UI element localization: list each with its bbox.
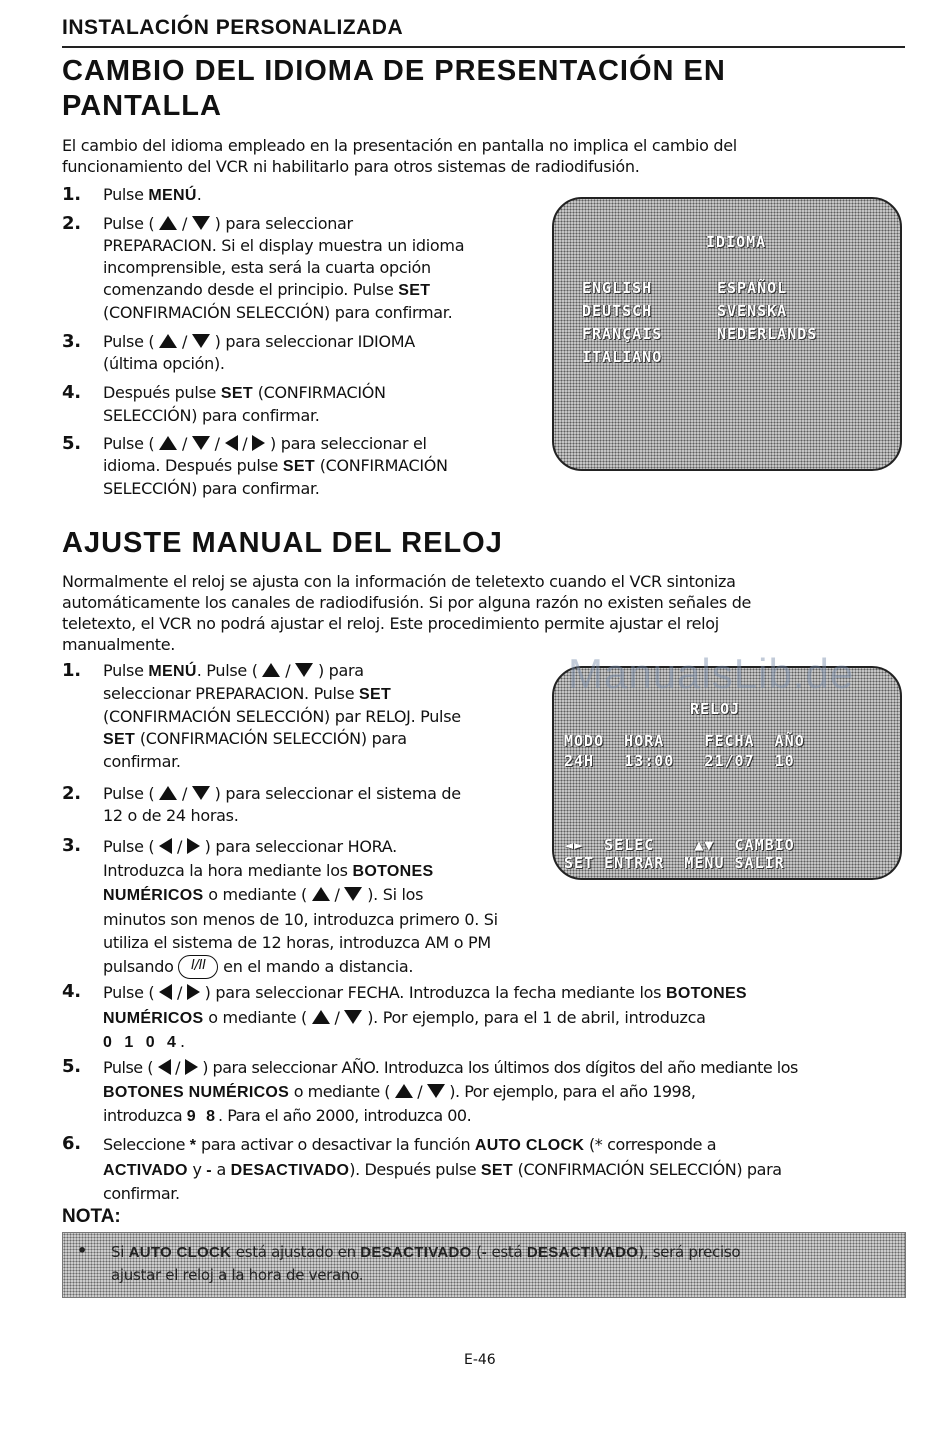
numeric-buttons-label: NUMÉRICOS [103,887,204,904]
nota-label: NOTA: [62,1206,121,1227]
nota-text-part: está [486,1243,527,1261]
s1-step-5: 5. Pulse ( / / / ) para seleccionar el idioma. Después pulse SET (CONFIRMACIÓN SELECCIÓN) para confirmar. [62,433,448,498]
nota-text-part: ( [471,1243,482,1261]
step-text: Pulse ( [103,837,155,856]
down-arrow-icon [295,661,313,680]
step-text: ) para seleccionar FECHA. Introduzca la fecha mediante los [204,983,666,1002]
auto-clock-label: AUTO CLOCK [128,1244,232,1261]
step-number: 3. [62,331,81,352]
s2-step-2: 2. Pulse ( / ) para seleccionar el sistema de 12 o de 24 horas. [62,783,461,825]
screen-title: RELOJ [690,700,741,718]
step-text: o mediante ( [289,1081,391,1101]
s1-step-1 [62,184,542,206]
down-arrow-icon [344,885,362,904]
idioma-screen [552,197,902,471]
language-option: ENGLISH [582,279,653,297]
step-text: (última opción). [103,354,225,373]
step-text: . [179,1032,185,1051]
s2-step-4: 4. Pulse ( / ) para seleccionar FECHA. Introduzca la fecha mediante los BOTONES NUMÉRICOS o mediante ( / ). Por ejemplo, para el 1 de abril, introduzca 0 1 0 4. [62,981,747,1051]
step-text: y [187,1159,207,1179]
step-text: (* corresponde a [584,1135,717,1154]
section2-title: AJUSTE MANUAL DEL RELOJ [62,527,503,559]
s2-step-6 [62,1133,922,1203]
step-text: Pulse ( [103,983,155,1002]
set-key-label: SET [480,1161,513,1179]
numeric-buttons-label: BOTONES [352,862,434,880]
language-option: SVENSKA [717,302,788,320]
set-key-label: SET [103,731,136,748]
step-number: 4. [62,981,81,1002]
step-text: o mediante ( [203,885,307,904]
language-option: FRANÇAIS [582,325,663,343]
reloj-screen [552,666,902,880]
step-number: 2. [62,783,81,804]
left-arrow-icon [159,837,172,856]
step-text: confirmar. [103,752,181,771]
screen-footer-line1: ◄► SELEC ▲▼ CAMBIO [564,836,795,854]
step-text: a [211,1159,231,1179]
down-arrow-icon [192,214,210,233]
right-arrow-icon [252,434,265,453]
step-text: en el mando a distancia. [218,956,414,976]
step-text: minutos son menos de 10, introduzca primero 0. Si [103,909,498,929]
right-arrow-icon [185,1058,198,1077]
language-option: NEDERLANDS [717,325,818,343]
step-text: ) para seleccionar HORA. [204,837,397,856]
numeric-buttons-label: BOTONES NUMÉRICOS [103,1083,290,1101]
step-text: ). Después pulse [349,1159,481,1179]
step-text: Pulse ( [103,1058,153,1077]
step-text: ) para seleccionar IDIOMA [214,332,415,351]
step-text: pulsando [103,956,179,976]
s2-step-5: 5. Pulse ( / ) para seleccionar AÑO. Introduzca los últimos dos dígitos del año mediante los BOTONES NUMÉRICOS o mediante ( / ). Por ejemplo, para el año 1998, introduzca 9 8. Para el año 2000, introduzca 00. [62,1056,798,1125]
step-text: SELECCIÓN) para confirmar. [103,479,320,498]
left-arrow-icon [159,983,172,1002]
set-key-label: SET [220,385,253,402]
step-text: Pulse [103,661,149,680]
step-text: SELECCIÓN) para confirmar. [103,406,320,425]
am-pm-button-icon: I/II [178,955,218,979]
section1-intro-line1: El cambio del idioma empleado en la presentación en pantalla no implica el cambio del [62,136,737,155]
s1-step-3: 3. Pulse ( / ) para seleccionar IDIOMA (última opción). [62,331,415,373]
section2-intro-line: automáticamente los canales de radiodifusión. Si por alguna razón no existen señales de [62,593,752,612]
step-text: (CONFIRMACIÓN SELECCIÓN) par RELOJ. Pulse [103,707,461,726]
menu-key-label: MENÚ [148,663,197,680]
set-key-label: SET [398,282,431,299]
step-text: ). Por ejemplo, para el año 1998, [449,1081,696,1101]
step-text: Pulse ( [103,784,155,803]
section2-intro-line: Normalmente el reloj se ajusta con la información de teletexto cuando el VCR sintoniza [62,572,736,591]
set-key-label: SET [359,686,392,703]
example-digits: 9 8 [186,1108,219,1125]
clock-fields-values: 24H 13:00 21/07 10 [564,752,795,770]
page-number: E-46 [464,1352,496,1368]
menu-key-label: MENÚ [148,187,197,204]
step-text: Después pulse [103,383,221,402]
s2-step-1: 1. Pulse MENÚ. Pulse ( / ) para seleccionar PREPARACION. Pulse SET (CONFIRMACIÓN SELECCIÓN) par RELOJ. Pulse SET (CONFIRMACIÓN SELECCIÓN) para confirmar. [62,660,461,771]
up-arrow-icon [159,332,177,351]
down-arrow-icon [192,784,210,803]
nota-text-part: Si [111,1243,129,1261]
step-number: 5. [62,1056,81,1077]
nota-box [62,1232,906,1298]
step-text: ) para seleccionar el [269,434,427,453]
step-number: 5. [62,433,81,454]
numeric-buttons-label: NUMÉRICOS [103,1009,204,1027]
step-text: . [196,185,202,204]
asterisk-symbol: * [189,1137,197,1154]
up-arrow-icon [312,1008,330,1027]
step-text: PREPARACION. Si el display muestra un idioma [103,236,465,255]
s1-step-4 [62,382,542,426]
step-text: para activar o desactivar la función [196,1135,475,1154]
step-text: . Pulse ( [196,661,258,680]
dash-symbol: - [481,1244,487,1261]
step-text: ) para seleccionar [214,214,353,233]
set-key-label: SET [282,458,315,475]
step-text: confirmar. [103,1184,180,1203]
screen-footer-line2: SET ENTRAR MENU SALIR [564,854,785,872]
step-text: ). Si los [367,885,424,904]
step-number: 6. [62,1133,81,1154]
numeric-buttons-label: BOTONES [665,985,747,1002]
section2-intro-line: teletexto, el VCR no podrá ajustar el reloj. Este procedimiento permite ajustar el reloj [62,614,719,633]
step-number: 1. [62,184,81,205]
activated-label: ACTIVADO [103,1161,188,1179]
down-arrow-icon [192,332,210,351]
step-number: 1. [62,660,81,681]
up-arrow-icon [395,1082,413,1101]
step-text: (CONFIRMACIÓN SELECCIÓN) para [512,1159,782,1179]
nota-text-part: ), será preciso [638,1243,741,1261]
right-arrow-icon [187,983,200,1002]
section1-title-line1: CAMBIO DEL IDIOMA DE PRESENTACIÓN EN [62,55,726,87]
language-option: ESPAÑOL [717,279,788,297]
section2-intro-line: manualmente. [62,635,176,654]
example-digits: 0 1 0 4 [103,1034,180,1051]
step-text: (CONFIRMACIÓN SELECCIÓN) para confirmar. [103,303,453,322]
up-arrow-icon [159,214,177,233]
s2-step-3: 3. Pulse ( / ) para seleccionar HORA. Introduzca la hora mediante los BOTONES NUMÉRICOS o mediante ( / ). Si los minutos son menos de 10, introduzca primero 0. Si utiliza el sistema de 12 horas, introduzca AM o PM pulsando I/II en el mando a distancia. [62,835,542,975]
step-text: Pulse ( [103,214,155,233]
step-text: 12 o de 24 horas. [103,806,239,825]
step-text: . Para el año 2000, introduzca 00. [218,1106,472,1125]
screen-title: IDIOMA [706,233,767,251]
step-number: 3. [62,835,81,856]
step-text: (CONFIRMACIÓN [252,383,386,402]
down-arrow-icon [344,1008,362,1027]
dash-symbol: - [206,1161,212,1179]
up-arrow-icon [312,885,330,904]
step-text: o mediante ( [203,1007,307,1027]
step-text: ) para seleccionar el sistema de [214,784,461,803]
step-text: incomprensible, esta será la cuarta opción [103,258,431,277]
section1-intro-line2: funcionamiento del VCR ni habilitarlo para otros sistemas de radiodifusión. [62,157,640,176]
step-text: ) para [317,661,364,680]
step-text: Introduzca la hora mediante los [103,860,353,880]
step-text: idioma. Después pulse [103,456,283,475]
step-text: seleccionar PREPARACION. Pulse [103,684,360,703]
step-text: Pulse [103,185,149,204]
down-arrow-icon [192,434,210,453]
up-arrow-icon [159,784,177,803]
header-rule [62,46,905,48]
up-arrow-icon [262,661,280,680]
left-arrow-icon [225,434,238,453]
down-arrow-icon [427,1082,445,1101]
left-arrow-icon [158,1058,171,1077]
step-number: 2. [62,213,81,234]
page-header: INSTALACIÓN PERSONALIZADA [62,16,404,39]
step-number: 4. [62,382,81,403]
up-arrow-icon [159,434,177,453]
auto-clock-label: AUTO CLOCK [474,1137,585,1154]
deactivated-label: DESACTIVADO [230,1161,350,1179]
nota-text-part: ajustar el reloj a la hora de verano. [111,1266,364,1284]
s1-step-2: 2. Pulse ( / ) para seleccionar PREPARACION. Si el display muestra un idioma incomprensible, esta será la cuarta opción comenzando desde el principio. Pulse SET (CONFIRMACIÓN SELECCIÓN) para confirmar. [62,213,465,322]
step-text: Seleccione [103,1135,190,1154]
clock-fields-header: MODO HORA FECHA AÑO [564,732,805,750]
watermark: ManualsLib.de [568,650,855,697]
step-text: (CONFIRMACIÓN [314,456,448,475]
step-text: comenzando desde el principio. Pulse [103,280,399,299]
nota-text [111,1241,740,1286]
nota-bullet: • [77,1241,88,1260]
language-option: ITALIANO [582,348,663,366]
deactivated-label: DESACTIVADO [360,1244,472,1261]
step-text: Pulse ( [103,434,155,453]
step-text: (CONFIRMACIÓN SELECCIÓN) para [135,729,407,748]
step-text: ). Por ejemplo, para el 1 de abril, introduzca [367,1007,706,1027]
step-text: utiliza el sistema de 12 horas, introduzca AM o PM [103,933,491,952]
nota-text-part: está ajustado en [231,1243,361,1261]
language-option: DEUTSCH [582,302,653,320]
section1-title-line2: PANTALLA [62,90,222,122]
step-text: introduzca [103,1106,187,1125]
deactivated-label: DESACTIVADO [526,1244,639,1261]
step-text: ) para seleccionar AÑO. Introduzca los últimos dos dígitos del año mediante los [202,1058,798,1077]
step-text: Pulse ( [103,332,155,351]
right-arrow-icon [187,837,200,856]
